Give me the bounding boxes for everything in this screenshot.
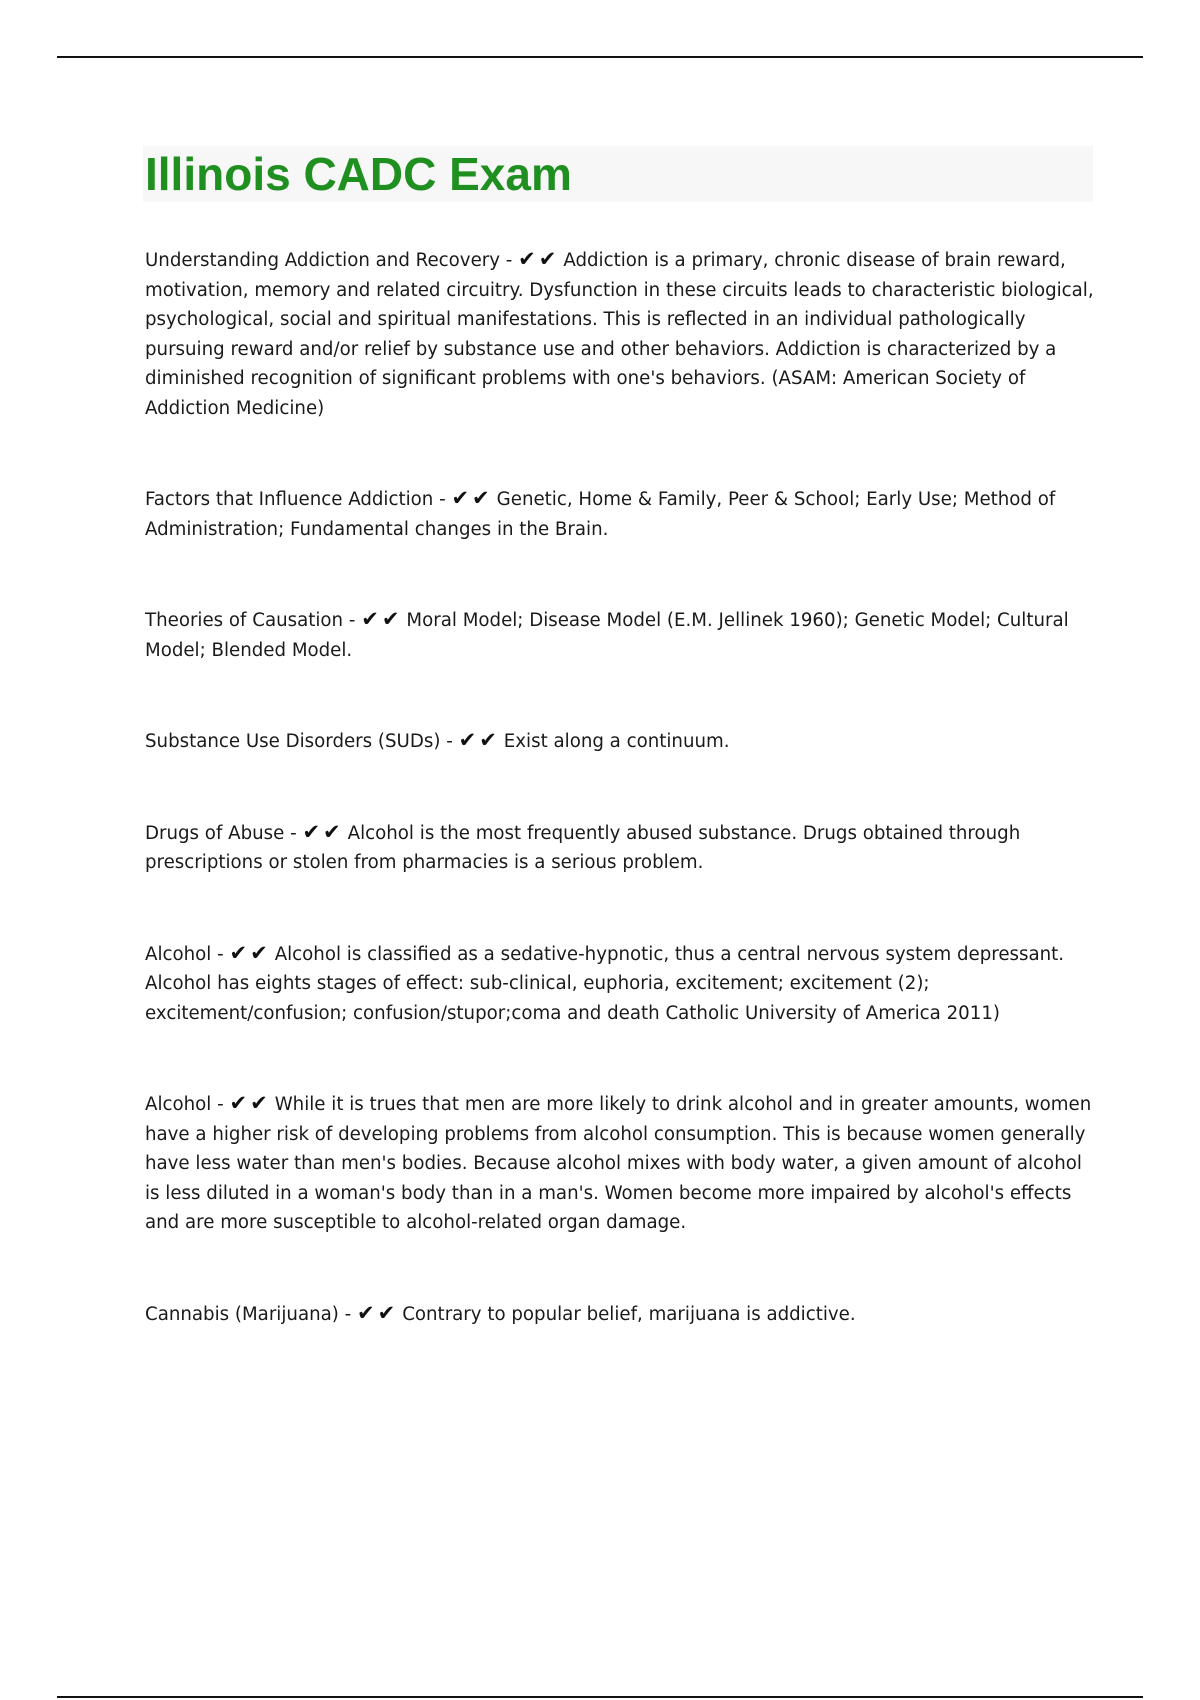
double-check-icon: ✔✔ [458, 728, 500, 752]
entry-separator: - [500, 250, 519, 271]
flashcard-entry [145, 1090, 1095, 1238]
flashcard-entry [145, 727, 1095, 757]
flashcard-entry [145, 819, 1095, 878]
entry-term: Factors that Influence Addiction [145, 489, 434, 510]
flashcard-entry [145, 606, 1095, 665]
top-rule [57, 56, 1143, 58]
flashcard-entry [145, 485, 1095, 544]
entry-separator: - [211, 943, 230, 965]
entry-definition: Addiction is a primary, chronic disease of brain reward, motivation, memory and related circuitry. Dysfunction in these circuits leads to characteristic biological, psychological, social and spiritual manifestations. This is reflected in an individual pathologically pursuing reward and/or relief by substance use and other behaviors. Addiction is characterized by a diminished recognition of significant problems with one's behaviors. (ASAM: American Society of Addiction Medicine) [145, 250, 1094, 419]
entry-definition: Exist along a continuum. [503, 731, 730, 752]
entry-definition: Alcohol is the most frequently abused substance. Drugs obtained through prescriptions or stolen from pharmacies is a serious problem. [145, 822, 1021, 873]
double-check-icon: ✔✔ [357, 1300, 399, 1325]
entry-term: Cannabis (Marijuana) [145, 1303, 339, 1325]
entry-term: Substance Use Disorders (SUDs) [145, 731, 441, 752]
flashcard-entry [145, 1300, 1095, 1330]
entry-term: Alcohol [145, 943, 212, 965]
double-check-icon: ✔✔ [451, 486, 493, 510]
bottom-rule [57, 1696, 1143, 1698]
entry-separator: - [338, 1303, 357, 1325]
entry-definition: Alcohol is classified as a sedative-hypnotic, thus a central nervous system depressant. Alcohol has eights stages of effect: sub-clinical, euphoria, excitement; excitement (2); excitement/confusion; confusion/stupor;coma and death Catholic University of America 2011) [145, 943, 1065, 1024]
entry-term: Alcohol [145, 1094, 212, 1115]
flashcard-entry [145, 246, 1095, 423]
double-check-icon: ✔✔ [302, 819, 344, 844]
entry-separator: - [284, 822, 303, 844]
double-check-icon: ✔✔ [361, 607, 403, 631]
entry-separator: - [433, 489, 452, 510]
entry-definition: Contrary to popular belief, marijuana is addictive. [402, 1303, 856, 1325]
entry-separator: - [343, 610, 362, 631]
entry-separator: - [440, 731, 459, 752]
entry-term: Understanding Addiction and Recovery [145, 250, 500, 271]
entry-term: Theories of Causation [145, 610, 344, 631]
flashcard-list [145, 246, 1095, 1329]
entry-definition: Moral Model; Disease Model (E.M. Jellinek 1960); Genetic Model; Cultural Model; Blended Model. [145, 610, 1069, 661]
entry-term: Drugs of Abuse [145, 822, 285, 844]
entry-definition: While it is trues that men are more likely to drink alcohol and in greater amounts, women have a higher risk of developing problems from alcohol consumption. This is because women generally have less water than men's bodies. Because alcohol mixes with body water, a given amount of alcohol is less diluted in a woman's body than in a man's. Women become more impaired by alcohol's effects and are more susceptible to alcohol-related organ damage. [145, 1094, 1092, 1233]
double-check-icon: ✔✔ [518, 247, 560, 271]
entry-separator: - [211, 1094, 230, 1115]
page-title: Illinois CADC Exam [145, 148, 572, 200]
double-check-icon: ✔✔ [229, 1091, 271, 1115]
double-check-icon: ✔✔ [229, 940, 271, 965]
flashcard-entry [145, 940, 1095, 1029]
entry-definition: Genetic, Home & Family, Peer & School; Early Use; Method of Administration; Fundamental changes in the Brain. [145, 489, 1056, 540]
